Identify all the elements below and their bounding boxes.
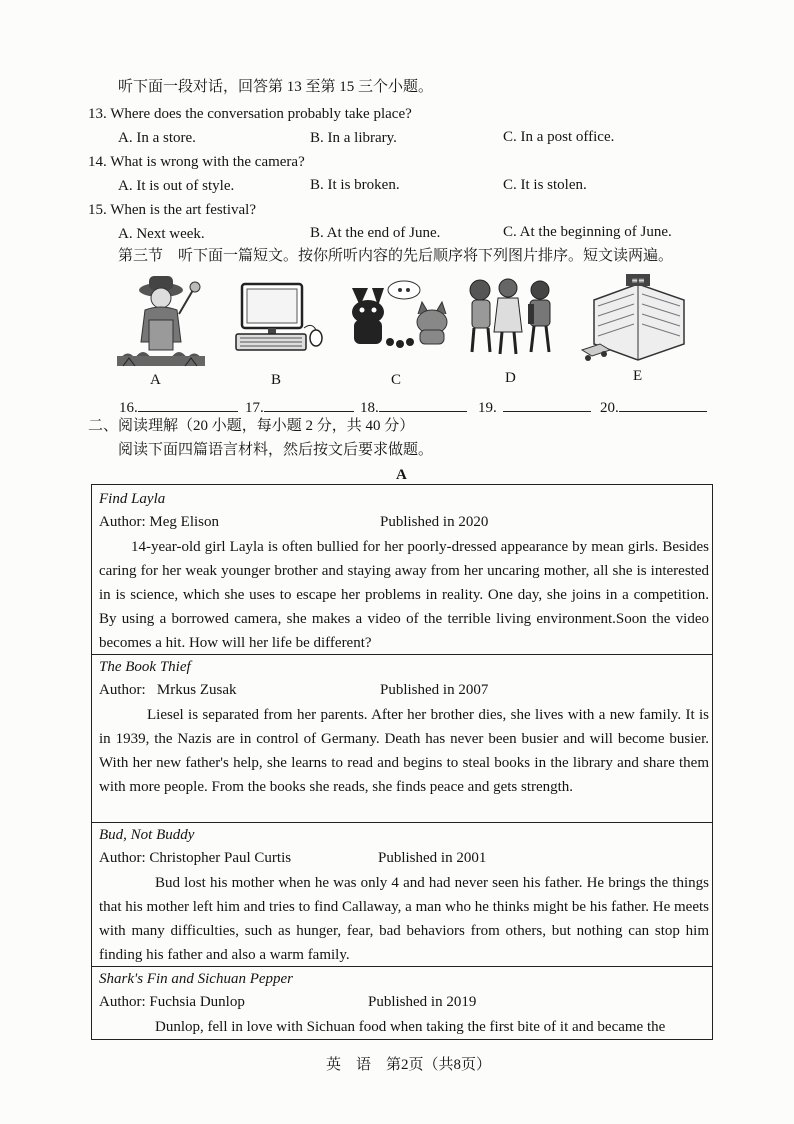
book-title: Bud, Not Buddy	[99, 827, 195, 843]
book-title: Shark's Fin and Sichuan Pepper	[99, 971, 294, 987]
option-13-c: C. In a post office.	[503, 129, 615, 145]
book-table	[91, 484, 713, 1040]
answer-blank-17[interactable]	[245, 395, 354, 417]
book-row-2	[92, 655, 712, 823]
picture-label-e: E	[633, 368, 643, 384]
book-author: Author: Meg Elison	[99, 514, 219, 530]
book-summary: Bud lost his mother when he was only 4 and had never seen his father. He brings the things that his mother left him and tries to find Callaway, a man who he thinks might be his father. He meets with many difficulties, such as hunger, fear, bad behaviors from others, but nothing can stop him finding his father and also a warm family.	[99, 875, 709, 963]
part2-instruction: 阅读下面四篇语言材料，然后按文后要求做题。	[118, 442, 434, 458]
blank-number: 19.	[478, 400, 497, 416]
book-row-4	[92, 967, 712, 1039]
page-footer: 英 语 第2页（共8页）	[326, 1057, 492, 1073]
picture-d-children-icon	[464, 276, 560, 360]
option-13-b: B. In a library.	[310, 130, 397, 146]
blank-number: 18.	[360, 400, 379, 416]
blank-line	[264, 395, 354, 412]
book-row-1	[92, 485, 712, 655]
book-author: Author: Christopher Paul Curtis	[99, 850, 292, 866]
option-14-b: B. It is broken.	[310, 177, 400, 193]
book-row-3	[92, 823, 712, 967]
part2-heading: 二、阅读理解（20 小题，每小题 2 分，共 40 分）	[88, 418, 415, 434]
book-summary: Dunlop, fell in love with Sichuan food when taking the first bite of it and became the	[155, 1019, 666, 1035]
option-13-a: A. In a store.	[118, 130, 196, 146]
book-author: Author: Mrkus Zusak	[99, 682, 237, 698]
blank-number: 20.	[600, 400, 619, 416]
blank-line	[503, 395, 591, 412]
picture-a-woman-icon	[115, 270, 207, 368]
question-15: 15. When is the art festival?	[88, 202, 257, 218]
blank-line	[379, 395, 467, 412]
picture-c-dog-cat-icon	[342, 278, 450, 352]
blank-line	[138, 395, 238, 412]
option-15-c: C. At the beginning of June.	[503, 224, 672, 240]
picture-label-a: A	[150, 372, 161, 388]
picture-label-b: B	[271, 372, 282, 388]
option-14-a: A. It is out of style.	[118, 178, 235, 194]
picture-e-building-icon	[580, 270, 696, 366]
blank-line	[619, 395, 707, 412]
answer-blank-19[interactable]	[478, 395, 591, 417]
picture-b-computer-icon	[232, 282, 324, 354]
book-published: Published in 2020	[380, 514, 489, 530]
passage-label: A	[396, 467, 407, 483]
question-13: 13. Where does the conversation probably take place?	[88, 106, 412, 122]
picture-label-c: C	[391, 372, 402, 388]
book-published: Published in 2019	[368, 994, 477, 1010]
blank-number: 16.	[119, 400, 138, 416]
question-14: 14. What is wrong with the camera?	[88, 154, 305, 170]
picture-label-d: D	[505, 370, 516, 386]
book-summary: Liesel is separated from her parents. After her brother dies, she lives with a new family. It is in 1939, the Nazis are in control of Germany. Death has never been busier and will become busier. With her new father's help, she learns to read and begins to steal books in the library and share them with more people. From the books she reads, she finds peace and gets strength.	[99, 707, 709, 795]
book-title: Find Layla	[99, 491, 166, 507]
option-15-b: B. At the end of June.	[310, 225, 441, 241]
answer-blank-18[interactable]	[360, 395, 467, 417]
book-published: Published in 2001	[378, 850, 487, 866]
svg-text:≡≡: ≡≡	[631, 276, 645, 285]
book-title: The Book Thief	[99, 659, 191, 675]
section3-heading: 第三节 听下面一篇短文。按你所听内容的先后顺序将下列图片排序。短文读两遍。	[118, 248, 674, 264]
listening-intro: 听下面一段对话，回答第 13 至第 15 三个小题。	[118, 79, 434, 95]
answer-blank-16[interactable]	[119, 395, 238, 417]
option-14-c: C. It is stolen.	[503, 177, 587, 193]
answer-blank-20[interactable]	[600, 395, 707, 417]
book-published: Published in 2007	[380, 682, 489, 698]
option-15-a: A. Next week.	[118, 226, 205, 242]
blank-number: 17.	[245, 400, 264, 416]
book-author: Author: Fuchsia Dunlop	[99, 994, 245, 1010]
book-summary: 14-year-old girl Layla is often bullied for her poorly-dressed appearance by mean girls. Besides caring for her weak younger brother and staying away from her uncaring mother, all she is interested in is science, which she uses to escape her problems in reality. One day, she joins in a competition. By using a borrowed camera, she makes a video of the terrible living environment.Soon the video becomes a hit. How will her life be different?	[99, 539, 709, 651]
